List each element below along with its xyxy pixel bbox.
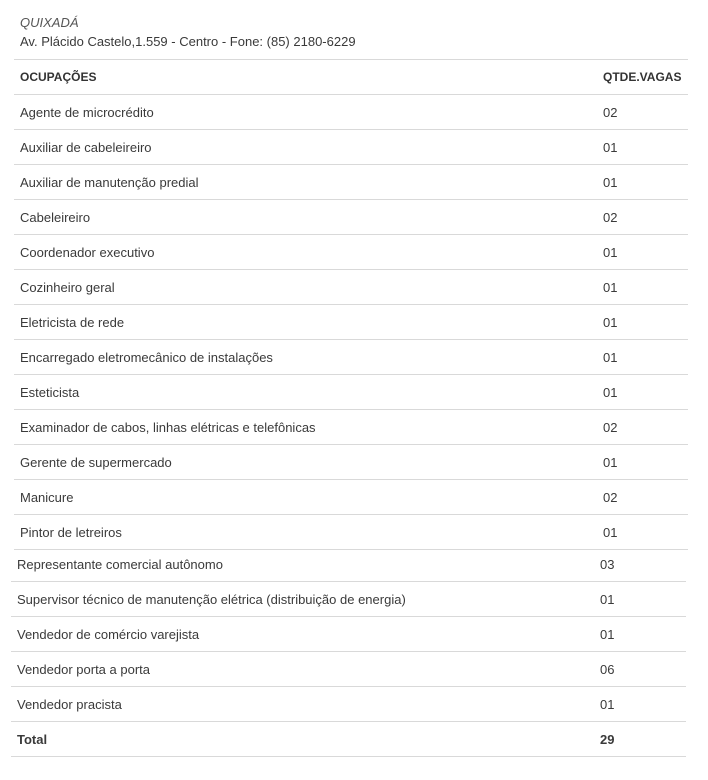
table-row <box>11 617 686 652</box>
vacancies-cell: 01 <box>600 687 686 722</box>
occupation-cell: Auxiliar de cabeleireiro <box>14 130 603 165</box>
vacancies-cell: 02 <box>603 410 688 445</box>
column-header-occupations: OCUPAÇÕES <box>14 60 603 95</box>
vacancies-cell: 01 <box>603 270 688 305</box>
total-row <box>11 722 686 757</box>
vacancies-cell: 01 <box>603 445 688 480</box>
occupation-cell: Agente de microcrédito <box>14 95 603 130</box>
table-row <box>11 547 686 582</box>
occupation-cell: Vendedor porta a porta <box>11 652 600 687</box>
vacancies-cell: 01 <box>600 582 686 617</box>
vacancies-cell: 03 <box>600 547 686 582</box>
table-row <box>14 95 688 130</box>
vacancies-cell: 06 <box>600 652 686 687</box>
vacancies-cell: 01 <box>603 130 688 165</box>
occupation-cell: Manicure <box>14 480 603 515</box>
occupation-cell: Auxiliar de manutenção predial <box>14 165 603 200</box>
vacancies-cell: 02 <box>603 480 688 515</box>
vacancies-cell: 01 <box>603 375 688 410</box>
table-header-row <box>14 60 688 95</box>
city-name: QUIXADÁ <box>20 15 79 30</box>
occupation-cell: Esteticista <box>14 375 603 410</box>
vacancies-cell: 01 <box>603 305 688 340</box>
table-row <box>14 410 688 445</box>
vacancies-cell: 01 <box>603 165 688 200</box>
occupation-cell: Gerente de supermercado <box>14 445 603 480</box>
occupation-cell: Eletricista de rede <box>14 305 603 340</box>
occupation-cell: Supervisor técnico de manutenção elétrica (distribuição de energia) <box>11 582 600 617</box>
vacancies-cell: 02 <box>603 95 688 130</box>
vacancies-cell: 01 <box>603 235 688 270</box>
table-row <box>11 652 686 687</box>
total-label: Total <box>11 722 600 757</box>
table-row <box>14 340 688 375</box>
table-row <box>14 375 688 410</box>
table-row <box>14 305 688 340</box>
vacancies-table-continued <box>11 547 686 757</box>
column-header-vacancies: QTDE.VAGAS <box>603 60 688 95</box>
occupation-cell: Vendedor de comércio varejista <box>11 617 600 652</box>
occupation-cell: Coordenador executivo <box>14 235 603 270</box>
location-header <box>20 13 356 51</box>
occupation-cell: Examinador de cabos, linhas elétricas e telefônicas <box>14 410 603 445</box>
table-row <box>14 200 688 235</box>
occupation-cell: Pintor de letreiros <box>14 515 603 550</box>
table-row <box>14 480 688 515</box>
table-row <box>14 165 688 200</box>
total-value: 29 <box>600 722 686 757</box>
vacancies-cell: 02 <box>603 200 688 235</box>
table-row <box>14 270 688 305</box>
table-row <box>11 582 686 617</box>
occupation-cell: Vendedor pracista <box>11 687 600 722</box>
table-row <box>14 130 688 165</box>
occupation-cell: Cozinheiro geral <box>14 270 603 305</box>
table-row <box>14 515 688 550</box>
vacancies-cell: 01 <box>603 515 688 550</box>
occupation-cell: Encarregado eletromecânico de instalações <box>14 340 603 375</box>
table-row <box>14 235 688 270</box>
occupation-cell: Representante comercial autônomo <box>11 547 600 582</box>
address-line: Av. Plácido Castelo,1.559 - Centro - Fone: (85) 2180-6229 <box>20 34 356 49</box>
vacancies-cell: 01 <box>603 340 688 375</box>
occupation-cell: Cabeleireiro <box>14 200 603 235</box>
table-row <box>14 445 688 480</box>
table-row <box>11 687 686 722</box>
vacancies-cell: 01 <box>600 617 686 652</box>
vacancies-table <box>14 59 688 550</box>
